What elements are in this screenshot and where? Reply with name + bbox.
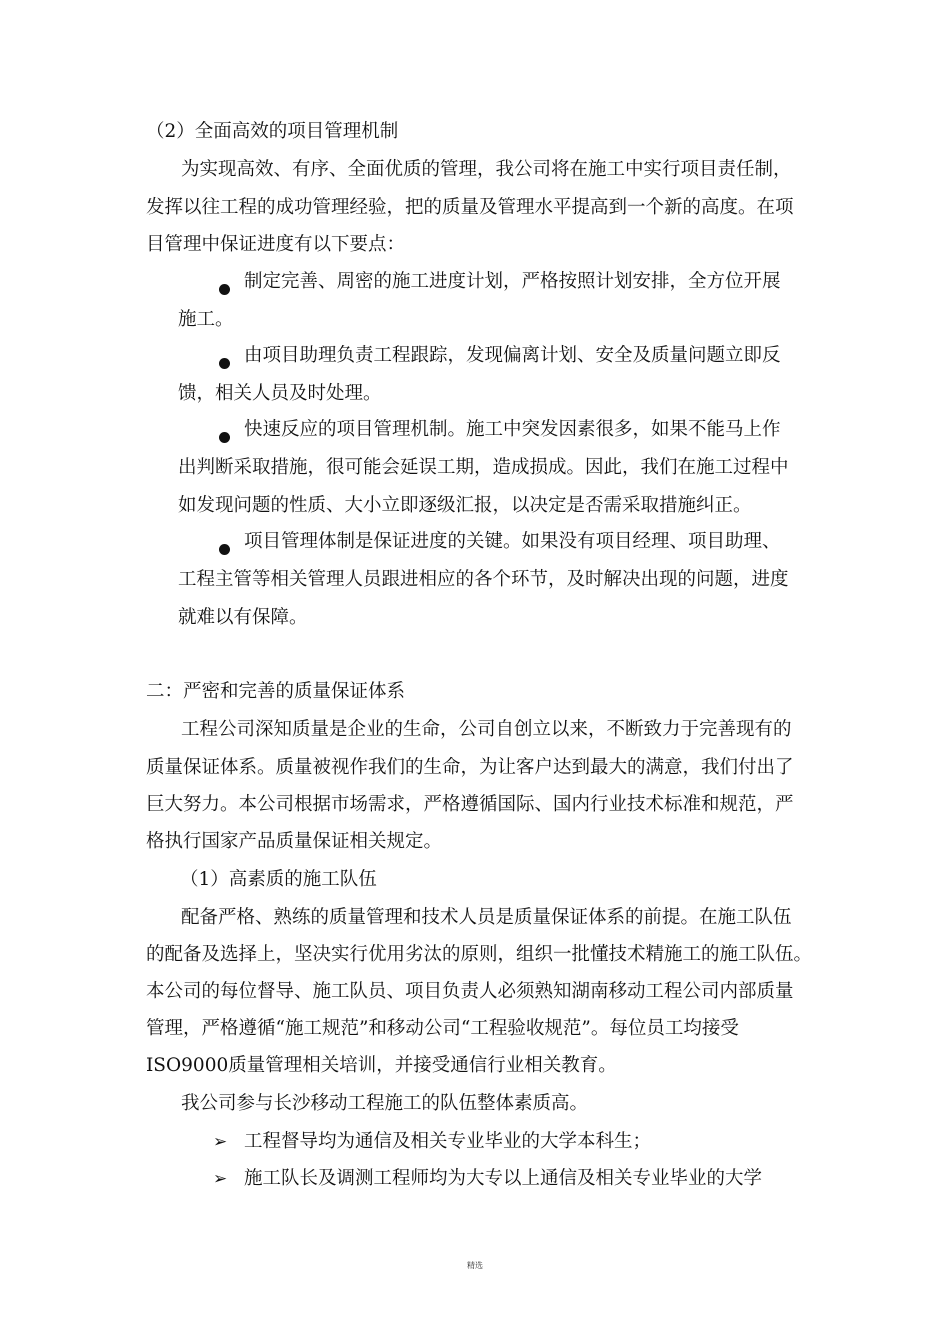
- paragraph-line: ISO9000质量管理相关培训，并接受通信行业相关教育。: [146, 1055, 617, 1076]
- paragraph-line: 配备严格、熟练的质量管理和技术人员是质量保证体系的前提。在施工队伍: [181, 907, 792, 928]
- paragraph-line: 巨大努力。本公司根据市场需求，严格遵循国际、国内行业技术标准和规范，严: [146, 794, 794, 815]
- bullet-item: 项目管理体制是保证进度的关键。如果没有项目经理、项目助理、: [244, 531, 781, 552]
- bullet-item-continuation: 就难以有保障。: [178, 607, 308, 628]
- paragraph-line: 质量保证体系。质量被视作我们的生命，为让客户达到最大的满意，我们付出了: [146, 757, 794, 778]
- bullet-item-continuation: 出判断采取措施，很可能会延误工期，造成损成。因此，我们在施工过程中: [178, 457, 789, 478]
- section-heading: 二：严密和完善的质量保证体系: [146, 681, 406, 702]
- paragraph-line: 为实现高效、有序、全面优质的管理，我公司将在施工中实行项目责任制，: [181, 159, 792, 180]
- arrow-bullet-icon: ➢: [213, 1169, 228, 1189]
- bullet-dot-icon: [219, 352, 230, 376]
- paragraph-line: 本公司的每位督导、施工队员、项目负责人必须熟知湖南移动工程公司内部质量: [146, 981, 794, 1002]
- bullet-dot-icon: [219, 278, 230, 302]
- bullet-dot-icon: [219, 426, 230, 450]
- paragraph-line: 工程公司深知质量是企业的生命，公司自创立以来，不断致力于完善现有的: [181, 719, 792, 740]
- paragraph-line: 管理，严格遵循“施工规范”和移动公司“工程验收规范”。每位员工均接受: [146, 1018, 739, 1039]
- paragraph-line: 格执行国家产品质量保证相关规定。: [146, 831, 443, 852]
- page-footer: 精选: [467, 1261, 483, 1270]
- bullet-item-continuation: 工程主管等相关管理人员跟进相应的各个环节，及时解决出现的问题，进度: [178, 569, 789, 590]
- arrow-list-item: 施工队长及调测工程师均为大专以上通信及相关专业毕业的大学: [244, 1168, 763, 1189]
- bullet-item: 由项目助理负责工程跟踪，发现偏离计划、安全及质量问题立即反: [244, 345, 781, 366]
- bullet-item-continuation: 如发现问题的性质、大小立即逐级汇报，以决定是否需采取措施纠正。: [178, 495, 752, 516]
- bullet-dot-icon: [219, 538, 230, 562]
- paragraph-line: 目管理中保证进度有以下要点：: [146, 234, 406, 255]
- paragraph-line: 发挥以往工程的成功管理经验，把的质量及管理水平提高到一个新的高度。在项: [146, 197, 794, 218]
- paragraph-line: 的配备及选择上，坚决实行优用劣汰的原则，组织一批懂技术精施工的施工队伍。: [146, 944, 813, 965]
- arrow-bullet-icon: ➢: [213, 1132, 228, 1152]
- paragraph-line: 我公司参与长沙移动工程施工的队伍整体素质高。: [181, 1093, 589, 1114]
- arrow-list-item: 工程督导均为通信及相关专业毕业的大学本科生；: [244, 1131, 652, 1152]
- bullet-item-continuation: 施工。: [178, 309, 234, 330]
- subheading: （1）高素质的施工队伍: [180, 869, 377, 890]
- bullet-item: 快速反应的项目管理机制。施工中突发因素很多，如果不能马上作: [244, 419, 781, 440]
- bullet-item: 制定完善、周密的施工进度计划，严格按照计划安排，全方位开展: [244, 271, 781, 292]
- bullet-item-continuation: 馈，相关人员及时处理。: [178, 383, 382, 404]
- section-heading: （2）全面高效的项目管理机制: [146, 121, 399, 142]
